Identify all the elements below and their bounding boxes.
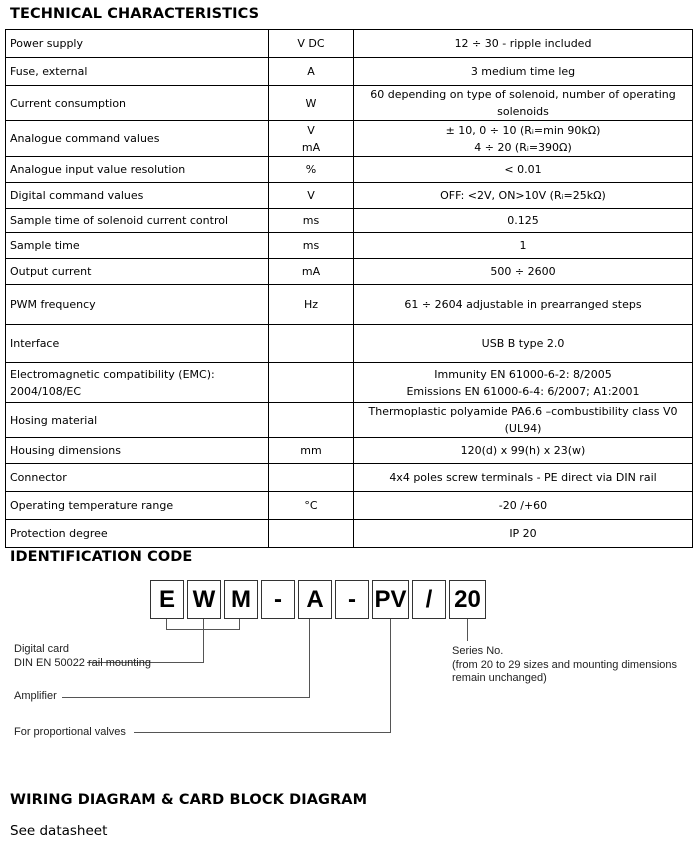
unit-cell: Hz <box>269 285 354 325</box>
series-note-line1: (from 20 to 29 sizes and mounting dimensions <box>452 659 678 671</box>
bracket-line <box>166 619 167 629</box>
parameter-cell: Hosing material <box>6 403 269 438</box>
unit-cell <box>269 520 354 548</box>
technical-characteristics-table <box>5 29 693 548</box>
value-cell <box>354 259 693 285</box>
table-row <box>6 403 693 438</box>
value-line: IP 20 <box>509 527 537 540</box>
code-box: M <box>224 580 258 619</box>
unit-cell: % <box>269 157 354 183</box>
unit-cell: °C <box>269 492 354 520</box>
code-box: - <box>261 580 295 619</box>
table-row <box>6 121 693 157</box>
proportional-valves-label: For proportional valves <box>14 726 126 738</box>
table-row <box>6 30 693 58</box>
value-cell <box>354 285 693 325</box>
bracket-line <box>239 619 240 629</box>
parameter-cell: Digital command values <box>6 183 269 209</box>
value-line: 120(d) x 99(h) x 23(w) <box>460 444 586 457</box>
value-cell <box>354 464 693 492</box>
value-line: 500 ÷ 2600 <box>490 265 556 278</box>
unit-line: mA <box>301 140 321 154</box>
amplifier-label: Amplifier <box>14 690 57 702</box>
unit-cell <box>269 464 354 492</box>
parameter-cell: Power supply <box>6 30 269 58</box>
value-line: USB B type 2.0 <box>481 337 565 350</box>
din-rail-label: DIN EN 50022 rail mounting <box>14 657 151 669</box>
value-cell <box>354 403 693 438</box>
series-note-line2: remain unchanged) <box>452 672 547 684</box>
unit-cell: V DC <box>269 30 354 58</box>
value-cell <box>354 58 693 86</box>
parameter-cell: Sample time of solenoid current control <box>6 209 269 233</box>
value-line: OFF: <2V, ON>10V (Rᵢ=25kΩ) <box>440 189 606 202</box>
identification-code-title: IDENTIFICATION CODE <box>10 549 193 565</box>
table-row <box>6 492 693 520</box>
leader-line <box>390 619 391 733</box>
table-row <box>6 363 693 403</box>
code-box: A <box>298 580 332 619</box>
value-line: 3 medium time leg <box>470 65 576 78</box>
value-cell <box>354 492 693 520</box>
parameter-cell: Connector <box>6 464 269 492</box>
value-cell <box>354 363 693 403</box>
digital-card-label: Digital card <box>14 643 70 655</box>
unit-cell <box>269 403 354 438</box>
value-line: -20 /+60 <box>498 499 548 512</box>
parameter-cell: Analogue command values <box>6 121 269 157</box>
table-row <box>6 58 693 86</box>
parameter-cell: Fuse, external <box>6 58 269 86</box>
table-row <box>6 520 693 548</box>
leader-line <box>467 619 468 641</box>
value-cell <box>354 520 693 548</box>
code-box: PV <box>372 580 409 619</box>
parameter-cell: Protection degree <box>6 520 269 548</box>
table-row <box>6 325 693 363</box>
value-cell <box>354 86 693 121</box>
code-box: E <box>150 580 184 619</box>
parameter-cell: Sample time <box>6 233 269 259</box>
value-line: Emissions EN 61000-6-4: 6/2007; A1:2001 <box>406 384 640 398</box>
technical-characteristics-title: TECHNICAL CHARACTERISTICS <box>10 6 260 22</box>
unit-cell: ms <box>269 209 354 233</box>
unit-cell: A <box>269 58 354 86</box>
value-line: 4 ÷ 20 (Rᵢ=390Ω) <box>474 140 572 154</box>
parameter-cell: Operating temperature range <box>6 492 269 520</box>
table-row <box>6 183 693 209</box>
value-line: 60 depending on type of solenoid, number of operating solenoids <box>370 88 676 118</box>
code-box: - <box>335 580 369 619</box>
value-line: 12 ÷ 30 - ripple included <box>454 37 592 50</box>
unit-cell <box>269 363 354 403</box>
value-line: < 0.01 <box>504 163 542 176</box>
identification-code-boxes <box>150 580 489 619</box>
table-row <box>6 259 693 285</box>
see-datasheet-text: See datasheet <box>10 823 108 839</box>
code-box: / <box>412 580 446 619</box>
unit-cell: ms <box>269 233 354 259</box>
parameter-cell: Output current <box>6 259 269 285</box>
value-line: Thermoplastic polyamide PA6.6 –combustibility class V0 (UL94) <box>368 405 678 435</box>
table-row <box>6 438 693 464</box>
value-line: 4x4 poles screw terminals - PE direct via DIN rail <box>389 471 657 484</box>
table-row <box>6 86 693 121</box>
value-cell <box>354 121 693 157</box>
leader-line <box>309 619 310 698</box>
leader-line <box>62 697 310 698</box>
code-box: 20 <box>449 580 486 619</box>
value-cell <box>354 325 693 363</box>
value-cell <box>354 233 693 259</box>
unit-cell: mm <box>269 438 354 464</box>
value-line: Immunity EN 61000-6-2: 8/2005 <box>434 367 612 381</box>
unit-line: V <box>307 123 315 137</box>
bracket-line <box>203 619 204 629</box>
value-cell <box>354 183 693 209</box>
wiring-diagram-title: WIRING DIAGRAM & CARD BLOCK DIAGRAM <box>10 792 368 808</box>
table-row <box>6 285 693 325</box>
unit-cell <box>269 121 354 157</box>
parameter-cell: Interface <box>6 325 269 363</box>
unit-cell: V <box>269 183 354 209</box>
value-line: 1 <box>519 239 527 252</box>
series-no-label: Series No. <box>452 645 504 657</box>
table-row <box>6 157 693 183</box>
value-cell <box>354 438 693 464</box>
value-cell <box>354 209 693 233</box>
table-row <box>6 209 693 233</box>
leader-line <box>134 732 391 733</box>
unit-cell: mA <box>269 259 354 285</box>
value-line: 0.125 <box>507 214 539 227</box>
parameter-cell: Electromagnetic compatibility (EMC): 2004/108/EC <box>6 363 269 403</box>
value-cell <box>354 30 693 58</box>
value-line: ± 10, 0 ÷ 10 (Rᵢ=min 90kΩ) <box>445 123 601 137</box>
table-row <box>6 233 693 259</box>
unit-cell: W <box>269 86 354 121</box>
code-box: W <box>187 580 221 619</box>
table-row <box>6 464 693 492</box>
parameter-cell: Current consumption <box>6 86 269 121</box>
parameter-cell: Housing dimensions <box>6 438 269 464</box>
value-line: 61 ÷ 2604 adjustable in prearranged steps <box>404 298 642 311</box>
leader-line <box>203 629 204 663</box>
value-cell <box>354 157 693 183</box>
parameter-cell: PWM frequency <box>6 285 269 325</box>
parameter-cell: Analogue input value resolution <box>6 157 269 183</box>
unit-cell <box>269 325 354 363</box>
